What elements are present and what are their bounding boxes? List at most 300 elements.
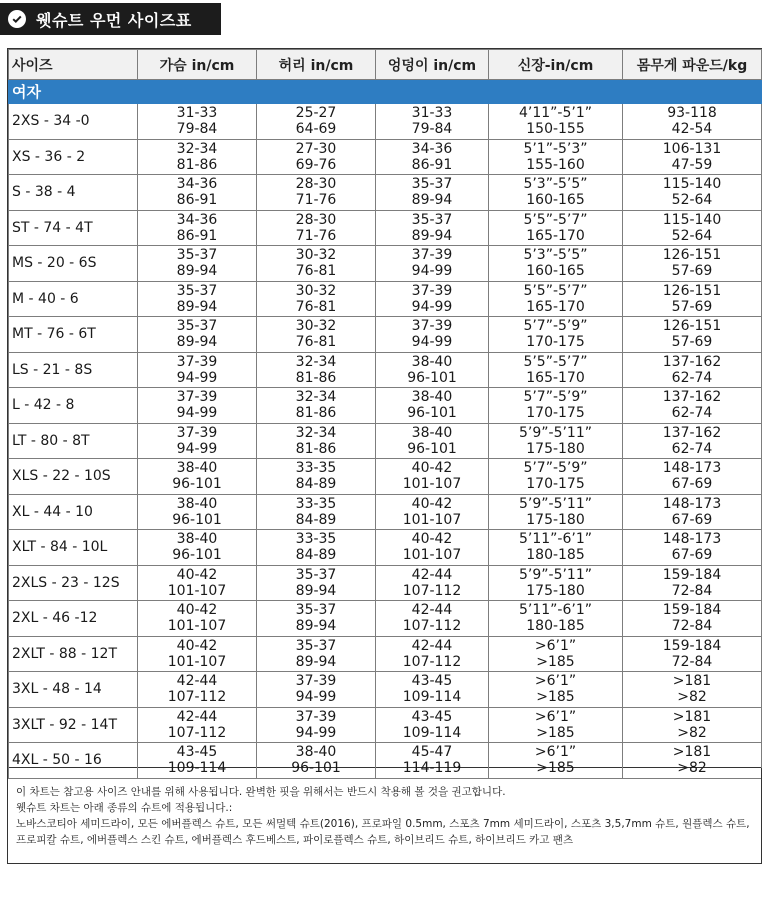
header-waist: 허리 in/cm (257, 50, 376, 80)
hip-in-value: 42-44 (411, 637, 453, 654)
height-cm-value: >185 (536, 689, 575, 706)
weight-in-value: 159-184 (662, 637, 722, 654)
hip-in-value: 43-45 (411, 673, 453, 690)
weight-in-value: 115-140 (662, 211, 722, 228)
chest-cell (138, 352, 257, 388)
size-cell: 2XLS - 23 - 12S (9, 565, 138, 601)
hip-cell (376, 281, 489, 317)
hip-cm-value: 96-101 (407, 440, 457, 457)
weight-in-value: 159-184 (662, 602, 722, 619)
height-in-value: 5’5”-5’7” (523, 211, 588, 228)
height-cell (489, 352, 623, 388)
table-row (9, 423, 762, 459)
header-chest: 가슴 in/cm (138, 50, 257, 80)
chest-cm-value: 101-107 (167, 618, 227, 635)
height-in-value: >6’1” (534, 744, 577, 761)
weight-cm-value: 57-69 (671, 263, 713, 280)
chest-cell (138, 281, 257, 317)
weight-in-value: 159-184 (662, 566, 722, 583)
waist-cm-value: 84-89 (295, 511, 337, 528)
waist-in-value: 28-30 (295, 176, 337, 193)
waist-cm-value: 81-86 (295, 369, 337, 386)
chest-in-value: 31-33 (176, 105, 218, 122)
waist-in-value: 35-37 (295, 602, 337, 619)
weight-in-value: >181 (672, 744, 712, 761)
chest-cell (138, 317, 257, 353)
hip-cm-value: 101-107 (402, 511, 462, 528)
table-row (9, 388, 762, 424)
hip-in-value: 35-37 (411, 211, 453, 228)
hip-cm-value: 101-107 (402, 547, 462, 564)
height-cm-value: 175-180 (526, 440, 585, 457)
height-cell (489, 175, 623, 211)
size-cell: MS - 20 - 6S (9, 246, 138, 282)
waist-cell (257, 104, 376, 140)
hip-cell (376, 601, 489, 637)
chest-in-value: 37-39 (176, 424, 218, 441)
section-label: 여자 (9, 80, 762, 104)
chest-cell (138, 104, 257, 140)
hip-cm-value: 109-114 (402, 689, 462, 706)
weight-cell (623, 636, 762, 672)
waist-cm-value: 84-89 (295, 476, 337, 493)
hip-cm-value: 94-99 (411, 334, 453, 351)
weight-cell (623, 388, 762, 424)
height-cm-value: 160-165 (526, 263, 585, 280)
weight-cell (623, 707, 762, 743)
weight-cm-value: 67-69 (671, 511, 713, 528)
notes-box (7, 768, 762, 864)
chest-in-value: 43-45 (176, 744, 218, 761)
chest-cm-value: 109-114 (167, 760, 227, 777)
hip-in-value: 31-33 (411, 105, 453, 122)
weight-in-value: 126-151 (662, 282, 722, 299)
weight-in-value: >181 (672, 673, 712, 690)
weight-cell (623, 494, 762, 530)
chest-cm-value: 89-94 (176, 298, 218, 315)
weight-cell (623, 104, 762, 140)
hip-in-value: 38-40 (411, 353, 453, 370)
hip-cell (376, 175, 489, 211)
waist-in-value: 35-37 (295, 637, 337, 654)
chest-cm-value: 89-94 (176, 334, 218, 351)
weight-in-value: 126-151 (662, 318, 722, 335)
waist-cm-value: 89-94 (295, 582, 337, 599)
weight-cm-value: >82 (677, 689, 707, 706)
chest-cell (138, 601, 257, 637)
hip-in-value: 42-44 (411, 602, 453, 619)
hip-cell (376, 707, 489, 743)
weight-cm-value: 67-69 (671, 476, 713, 493)
height-in-value: 4’11”-5’1” (519, 105, 592, 122)
waist-cell (257, 530, 376, 566)
height-in-value: 5’5”-5’7” (523, 282, 588, 299)
section-row (9, 80, 762, 104)
hip-in-value: 40-42 (411, 460, 453, 477)
hip-cell (376, 530, 489, 566)
height-cm-value: 165-170 (526, 227, 585, 244)
height-cell (489, 139, 623, 175)
height-cell (489, 672, 623, 708)
note-line: 프로피칼 슈트, 에버플렉스 스킨 슈트, 에버플렉스 후드베스트, 파이로플렉스 슈트, 하이브리드 슈트, 하이브리드 카고 팬츠 (16, 834, 574, 846)
hip-cm-value: 96-101 (407, 405, 457, 422)
weight-cm-value: 67-69 (671, 547, 713, 564)
weight-cell (623, 459, 762, 495)
weight-cm-value: 62-74 (671, 440, 713, 457)
size-cell: 3XLT - 92 - 14T (9, 707, 138, 743)
weight-in-value: 93-118 (667, 105, 717, 122)
chest-cell (138, 246, 257, 282)
chest-cm-value: 96-101 (172, 476, 222, 493)
header-hip: 엉덩이 in/cm (376, 50, 489, 80)
hip-in-value: 38-40 (411, 424, 453, 441)
chest-in-value: 35-37 (176, 247, 218, 264)
chest-cm-value: 94-99 (176, 405, 218, 422)
size-cell: XLT - 84 - 10L (9, 530, 138, 566)
size-cell: LS - 21 - 8S (9, 352, 138, 388)
table-row (9, 139, 762, 175)
waist-in-value: 25-27 (295, 105, 337, 122)
hip-in-value: 45-47 (411, 744, 453, 761)
height-cell (489, 246, 623, 282)
weight-cm-value: 72-84 (671, 582, 713, 599)
chest-in-value: 32-34 (176, 140, 218, 157)
hip-in-value: 34-36 (411, 140, 453, 157)
weight-cm-value: >82 (677, 760, 707, 777)
header-size: 사이즈 (9, 50, 138, 80)
waist-cell (257, 423, 376, 459)
height-in-value: 5’3”-5’5” (523, 247, 588, 264)
table-row (9, 601, 762, 637)
height-in-value: 5’5”-5’7” (523, 353, 588, 370)
size-cell: XL - 44 - 10 (9, 494, 138, 530)
weight-cm-value: 57-69 (671, 334, 713, 351)
chest-cell (138, 565, 257, 601)
weight-in-value: 137-162 (662, 353, 722, 370)
weight-in-value: 115-140 (662, 176, 722, 193)
height-cell (489, 423, 623, 459)
chest-cm-value: 96-101 (172, 511, 222, 528)
waist-cell (257, 210, 376, 246)
height-cell (489, 317, 623, 353)
waist-cm-value: 89-94 (295, 653, 337, 670)
chest-cell (138, 423, 257, 459)
waist-cell (257, 139, 376, 175)
weight-in-value: 106-131 (662, 140, 722, 157)
chest-in-value: 37-39 (176, 353, 218, 370)
chest-in-value: 35-37 (176, 318, 218, 335)
waist-cell (257, 459, 376, 495)
chest-cell (138, 459, 257, 495)
waist-cm-value: 71-76 (295, 227, 337, 244)
hip-cm-value: 109-114 (402, 724, 462, 741)
chest-cm-value: 86-91 (176, 227, 218, 244)
weight-cell (623, 317, 762, 353)
height-cell (489, 104, 623, 140)
weight-cell (623, 601, 762, 637)
weight-in-value: 137-162 (662, 424, 722, 441)
waist-in-value: 28-30 (295, 211, 337, 228)
waist-cell (257, 601, 376, 637)
height-in-value: >6’1” (534, 637, 577, 654)
height-cm-value: 175-180 (526, 582, 585, 599)
height-in-value: 5’11”-6’1” (519, 602, 592, 619)
waist-in-value: 32-34 (295, 424, 337, 441)
hip-cell (376, 352, 489, 388)
chest-cm-value: 94-99 (176, 369, 218, 386)
table-row (9, 672, 762, 708)
weight-cell (623, 246, 762, 282)
height-in-value: 5’1”-5’3” (523, 140, 588, 157)
waist-cm-value: 96-101 (291, 760, 341, 777)
hip-cm-value: 89-94 (411, 227, 453, 244)
chest-cm-value: 107-112 (167, 689, 227, 706)
weight-in-value: 126-151 (662, 247, 722, 264)
waist-cm-value: 94-99 (295, 724, 337, 741)
waist-in-value: 37-39 (295, 708, 337, 725)
height-cell (489, 459, 623, 495)
weight-cm-value: 52-64 (671, 227, 713, 244)
weight-cell (623, 565, 762, 601)
weight-cm-value: 57-69 (671, 298, 713, 315)
hip-cell (376, 459, 489, 495)
chest-cm-value: 107-112 (167, 724, 227, 741)
hip-in-value: 40-42 (411, 495, 453, 512)
height-in-value: >6’1” (534, 708, 577, 725)
table-row (9, 459, 762, 495)
weight-cell (623, 672, 762, 708)
weight-cm-value: 47-59 (671, 156, 713, 173)
size-cell: 4XL - 50 - 16 (9, 743, 138, 779)
height-cm-value: 155-160 (526, 156, 585, 173)
hip-cell (376, 246, 489, 282)
chest-cm-value: 96-101 (172, 547, 222, 564)
chest-cell (138, 707, 257, 743)
hip-cell (376, 388, 489, 424)
height-in-value: 5’9”-5’11” (519, 424, 592, 441)
height-cm-value: >185 (536, 760, 575, 777)
height-in-value: 5’9”-5’11” (519, 566, 592, 583)
chest-cell (138, 175, 257, 211)
height-cell (489, 601, 623, 637)
hip-cm-value: 107-112 (402, 653, 462, 670)
size-cell: 2XLT - 88 - 12T (9, 636, 138, 672)
height-cell (489, 565, 623, 601)
height-cm-value: 160-165 (526, 192, 585, 209)
hip-cm-value: 107-112 (402, 582, 462, 599)
weight-in-value: 137-162 (662, 389, 722, 406)
height-in-value: 5’7”-5’9” (523, 389, 588, 406)
table-row (9, 494, 762, 530)
height-cm-value: >185 (536, 653, 575, 670)
weight-in-value: 148-173 (662, 460, 722, 477)
waist-in-value: 32-34 (295, 353, 337, 370)
hip-cell (376, 317, 489, 353)
height-cm-value: >185 (536, 724, 575, 741)
waist-in-value: 33-35 (295, 531, 337, 548)
waist-cell (257, 672, 376, 708)
weight-cell (623, 210, 762, 246)
chest-in-value: 40-42 (176, 602, 218, 619)
header-height: 신장-in/cm (489, 50, 623, 80)
chest-in-value: 40-42 (176, 566, 218, 583)
size-cell: L - 42 - 8 (9, 388, 138, 424)
chest-in-value: 40-42 (176, 637, 218, 654)
hip-cm-value: 101-107 (402, 476, 462, 493)
waist-in-value: 32-34 (295, 389, 337, 406)
chest-in-value: 34-36 (176, 211, 218, 228)
chest-cell (138, 139, 257, 175)
note-line: 이 차트는 참고용 사이즈 안내를 위해 사용됩니다. 완벽한 핏을 위해서는 반드시 착용해 볼 것을 권고합니다. (16, 786, 506, 798)
height-cell (489, 530, 623, 566)
height-cell (489, 494, 623, 530)
height-cm-value: 180-185 (526, 618, 585, 635)
chest-in-value: 38-40 (176, 495, 218, 512)
table-row (9, 175, 762, 211)
weight-cm-value: 72-84 (671, 618, 713, 635)
weight-cm-value: 62-74 (671, 369, 713, 386)
waist-in-value: 33-35 (295, 460, 337, 477)
waist-in-value: 38-40 (295, 744, 337, 761)
hip-in-value: 38-40 (411, 389, 453, 406)
hip-in-value: 40-42 (411, 531, 453, 548)
waist-cell (257, 175, 376, 211)
weight-cell (623, 530, 762, 566)
waist-cm-value: 71-76 (295, 192, 337, 209)
weight-in-value: >181 (672, 708, 712, 725)
hip-cell (376, 210, 489, 246)
height-cm-value: 180-185 (526, 547, 585, 564)
chest-in-value: 42-44 (176, 708, 218, 725)
hip-cm-value: 107-112 (402, 618, 462, 635)
chest-in-value: 34-36 (176, 176, 218, 193)
hip-cell (376, 494, 489, 530)
height-cm-value: 170-175 (526, 476, 585, 493)
size-cell: XS - 36 - 2 (9, 139, 138, 175)
weight-cm-value: 42-54 (671, 121, 713, 138)
height-in-value: 5’9”-5’11” (519, 495, 592, 512)
waist-in-value: 30-32 (295, 318, 337, 335)
height-cm-value: 150-155 (526, 121, 585, 138)
chest-cm-value: 79-84 (176, 121, 218, 138)
weight-cell (623, 352, 762, 388)
weight-cm-value: >82 (677, 724, 707, 741)
table-row (9, 707, 762, 743)
hip-in-value: 37-39 (411, 247, 453, 264)
height-cell (489, 210, 623, 246)
size-cell: XLS - 22 - 10S (9, 459, 138, 495)
waist-cell (257, 494, 376, 530)
height-cell (489, 281, 623, 317)
weight-in-value: 148-173 (662, 531, 722, 548)
chest-cell (138, 494, 257, 530)
chest-in-value: 35-37 (176, 282, 218, 299)
chest-in-value: 37-39 (176, 389, 218, 406)
weight-cell (623, 423, 762, 459)
size-cell: 3XL - 48 - 14 (9, 672, 138, 708)
hip-cell (376, 104, 489, 140)
height-cm-value: 170-175 (526, 405, 585, 422)
hip-in-value: 37-39 (411, 282, 453, 299)
table-row (9, 104, 762, 140)
hip-cell (376, 565, 489, 601)
weight-cm-value: 52-64 (671, 192, 713, 209)
table-row (9, 246, 762, 282)
chest-cell (138, 636, 257, 672)
height-cell (489, 388, 623, 424)
hip-in-value: 37-39 (411, 318, 453, 335)
waist-cm-value: 84-89 (295, 547, 337, 564)
waist-in-value: 37-39 (295, 673, 337, 690)
waist-cm-value: 69-76 (295, 156, 337, 173)
chest-cell (138, 672, 257, 708)
height-in-value: >6’1” (534, 673, 577, 690)
hip-cell (376, 423, 489, 459)
weight-cell (623, 139, 762, 175)
weight-cm-value: 72-84 (671, 653, 713, 670)
weight-cell (623, 281, 762, 317)
waist-cell (257, 352, 376, 388)
waist-cm-value: 89-94 (295, 618, 337, 635)
weight-cm-value: 62-74 (671, 405, 713, 422)
hip-cm-value: 94-99 (411, 263, 453, 280)
hip-cm-value: 96-101 (407, 369, 457, 386)
height-cm-value: 175-180 (526, 511, 585, 528)
waist-cm-value: 76-81 (295, 263, 337, 280)
table-row (9, 636, 762, 672)
waist-cm-value: 81-86 (295, 405, 337, 422)
waist-cell (257, 388, 376, 424)
chest-cm-value: 89-94 (176, 263, 218, 280)
waist-in-value: 30-32 (295, 282, 337, 299)
size-cell: 2XL - 46 -12 (9, 601, 138, 637)
hip-cm-value: 79-84 (411, 121, 453, 138)
hip-in-value: 35-37 (411, 176, 453, 193)
waist-cm-value: 81-86 (295, 440, 337, 457)
waist-in-value: 33-35 (295, 495, 337, 512)
hip-cm-value: 86-91 (411, 156, 453, 173)
height-cell (489, 707, 623, 743)
table-row (9, 352, 762, 388)
size-cell: MT - 76 - 6T (9, 317, 138, 353)
height-cm-value: 170-175 (526, 334, 585, 351)
hip-cm-value: 114-119 (402, 760, 462, 777)
note-line: 노바스코티아 세미드라이, 모든 에버플렉스 슈트, 모든 써멀텍 슈트(2016), 프로파일 0.5mm, 스포츠 7mm 세미드라이, 스포츠 3,5,7mm 슈트, 원플렉스 슈트, (16, 818, 750, 830)
waist-cell (257, 707, 376, 743)
hip-in-value: 43-45 (411, 708, 453, 725)
hip-in-value: 42-44 (411, 566, 453, 583)
chest-in-value: 38-40 (176, 531, 218, 548)
chest-cell (138, 210, 257, 246)
weight-cell (623, 175, 762, 211)
chest-in-value: 38-40 (176, 460, 218, 477)
waist-cell (257, 281, 376, 317)
waist-cell (257, 636, 376, 672)
waist-cell (257, 246, 376, 282)
chest-cm-value: 101-107 (167, 653, 227, 670)
height-in-value: 5’3”-5’5” (523, 176, 588, 193)
height-in-value: 5’7”-5’9” (523, 460, 588, 477)
height-in-value: 5’11”-6’1” (519, 531, 592, 548)
waist-in-value: 35-37 (295, 566, 337, 583)
size-cell: LT - 80 - 8T (9, 423, 138, 459)
chest-cm-value: 94-99 (176, 440, 218, 457)
title-bar (0, 3, 221, 35)
hip-cell (376, 672, 489, 708)
header-row (9, 50, 762, 80)
table-row (9, 210, 762, 246)
size-cell: M - 40 - 6 (9, 281, 138, 317)
